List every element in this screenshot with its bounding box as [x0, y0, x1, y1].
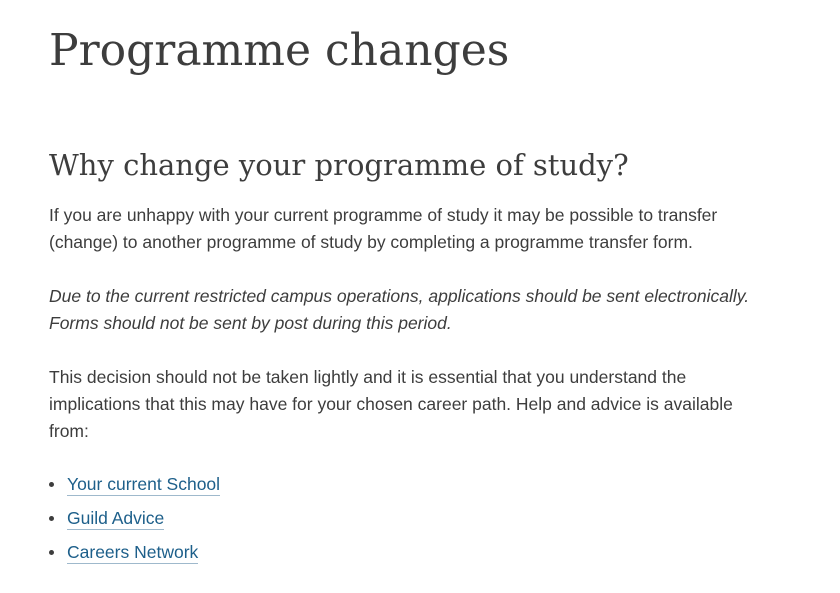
link-careers-network[interactable]: Careers Network: [67, 542, 199, 562]
link-guild-advice[interactable]: Guild Advice: [67, 508, 165, 528]
notice-paragraph: Due to the current restricted campus operations, applications should be sent electronically. Forms should not be sent by post during this period.: [49, 286, 750, 333]
list-item: [49, 471, 220, 505]
bullet-icon: [49, 550, 54, 555]
bullet-icon: [49, 482, 54, 487]
advice-links-list: [49, 471, 220, 573]
list-item: [49, 505, 220, 539]
link-your-current-school[interactable]: Your current School: [67, 474, 221, 494]
page-title: Programme changes: [49, 25, 510, 76]
bullet-icon: [49, 516, 54, 521]
intro-paragraph: If you are unhappy with your current programme of study it may be possible to transfer (change) to another programme of study by completing a programme transfer form.: [49, 205, 718, 252]
advice-paragraph: This decision should not be taken lightly and it is essential that you understand the implications that this may have for your chosen career path. Help and advice is available from:: [49, 367, 733, 441]
section-heading: Why change your programme of study?: [49, 148, 629, 182]
list-item: [49, 539, 220, 573]
